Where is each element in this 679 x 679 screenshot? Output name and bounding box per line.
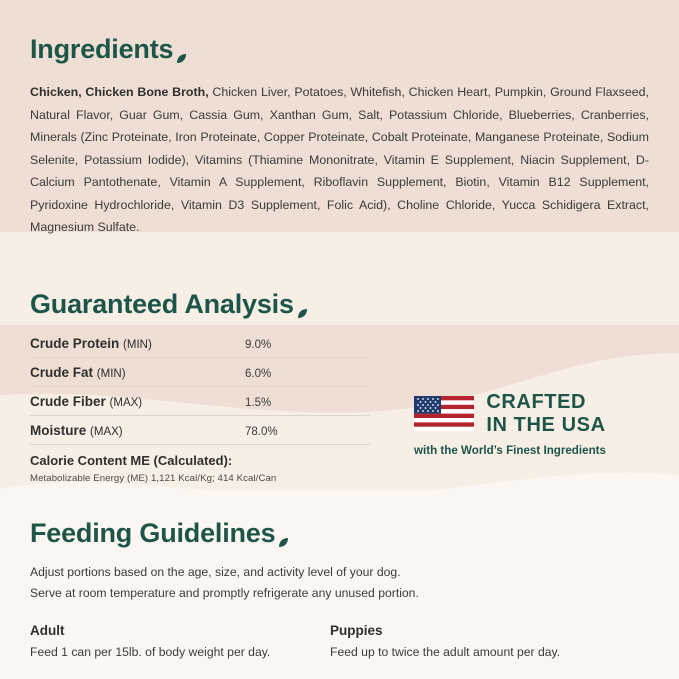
nutrient-value: 6.0%	[245, 368, 272, 381]
table-row	[30, 358, 370, 387]
nutrient-qualifier: (MAX)	[90, 426, 123, 439]
ingredients-section	[30, 0, 649, 239]
ingredients-heading	[30, 34, 649, 65]
table-row	[30, 334, 370, 358]
nutrient-name	[30, 336, 245, 351]
analysis-heading	[30, 289, 649, 320]
leaf-icon	[297, 308, 306, 317]
nutrient-name	[30, 394, 245, 409]
nutrient-label: Crude Fat	[30, 365, 94, 381]
feeding-column-adult	[30, 623, 330, 659]
analysis-table	[30, 334, 370, 484]
nutrient-name	[30, 365, 245, 380]
nutrient-qualifier: (MIN)	[96, 368, 126, 381]
feeding-guidelines-section	[30, 484, 649, 658]
calorie-content-block	[30, 445, 370, 484]
feeding-heading-text: Feeding Guidelines	[30, 518, 276, 549]
nutrient-value: 1.5%	[245, 397, 272, 410]
nutrient-label: Moisture	[30, 423, 87, 439]
nutrient-label: Crude Fiber	[30, 394, 106, 410]
usa-flag-icon	[414, 395, 474, 433]
analysis-heading-text: Guaranteed Analysis	[30, 289, 294, 320]
feeding-column-text: Feed 1 can per 15lb. of body weight per day.	[30, 644, 271, 659]
leaf-icon	[278, 537, 287, 546]
table-row	[30, 416, 370, 445]
table-row	[30, 387, 370, 416]
crafted-in-usa-badge	[414, 392, 606, 484]
nutrient-label: Crude Protein	[30, 336, 120, 352]
ingredients-primary: Chicken, Chicken Bone Broth,	[30, 85, 209, 99]
badge-line-1: CRAFTED	[486, 391, 587, 414]
feeding-column-heading: Puppies	[330, 622, 383, 638]
badge-line-2: IN THE USA	[486, 414, 606, 437]
guaranteed-analysis-section	[30, 251, 649, 484]
nutrient-value: 78.0%	[245, 426, 278, 439]
nutrient-name	[30, 423, 245, 438]
calorie-title: Calorie Content ME (Calculated):	[30, 453, 233, 469]
feeding-column-text: Feed up to twice the adult amount per day.	[330, 644, 561, 659]
feeding-column-heading: Adult	[30, 622, 65, 638]
ingredients-text	[30, 81, 649, 239]
feeding-note-2: Serve at room temperature and promptly refrigerate any unused portion.	[30, 585, 419, 600]
calorie-detail: Metabolizable Energy (ME) 1,121 Kcal/Kg; 414 Kcal/Can	[30, 473, 277, 485]
badge-tagline: with the World’s Finest Ingredients	[414, 444, 606, 458]
feeding-note-1: Adjust portions based on the age, size, and activity level of your dog.	[30, 565, 401, 580]
nutrient-qualifier: (MAX)	[109, 397, 143, 410]
nutrient-value: 9.0%	[245, 339, 272, 352]
ingredients-heading-text: Ingredients	[30, 34, 174, 64]
feeding-heading	[30, 518, 649, 549]
feeding-column-puppies	[330, 623, 630, 659]
nutrient-qualifier: (MIN)	[123, 339, 152, 352]
ingredients-remainder: Chicken Liver, Potatoes, Whitefish, Chicken Heart, Pumpkin, Ground Flaxseed, Natural Flavor, Guar Gum, Cassia Gum, Xanthan Gum, Salt, Potassium Chloride, Blueberries, Cranberries, Minerals (Zinc Proteinate, Iron Proteinate, Copper Proteinate, Cobalt Proteinate, Manganese Proteinate, Sodium Selenite, Potassium Iodide), Vitamins (Thiamine Mononitrate, Vitamin E Supplement, Niacin Supplement, D-Calcium Pantothenate, Vitamin A Supplement, Riboflavin Supplement, Biotin, Vitamin B12 Supplement, Pyridoxine Hydrochloride, Vitamin D3 Supplement, Folic Acid), Choline Chloride, Yucca Schidigera Extract, Magnesium Sulfate.	[30, 85, 649, 235]
leaf-icon	[176, 53, 185, 62]
